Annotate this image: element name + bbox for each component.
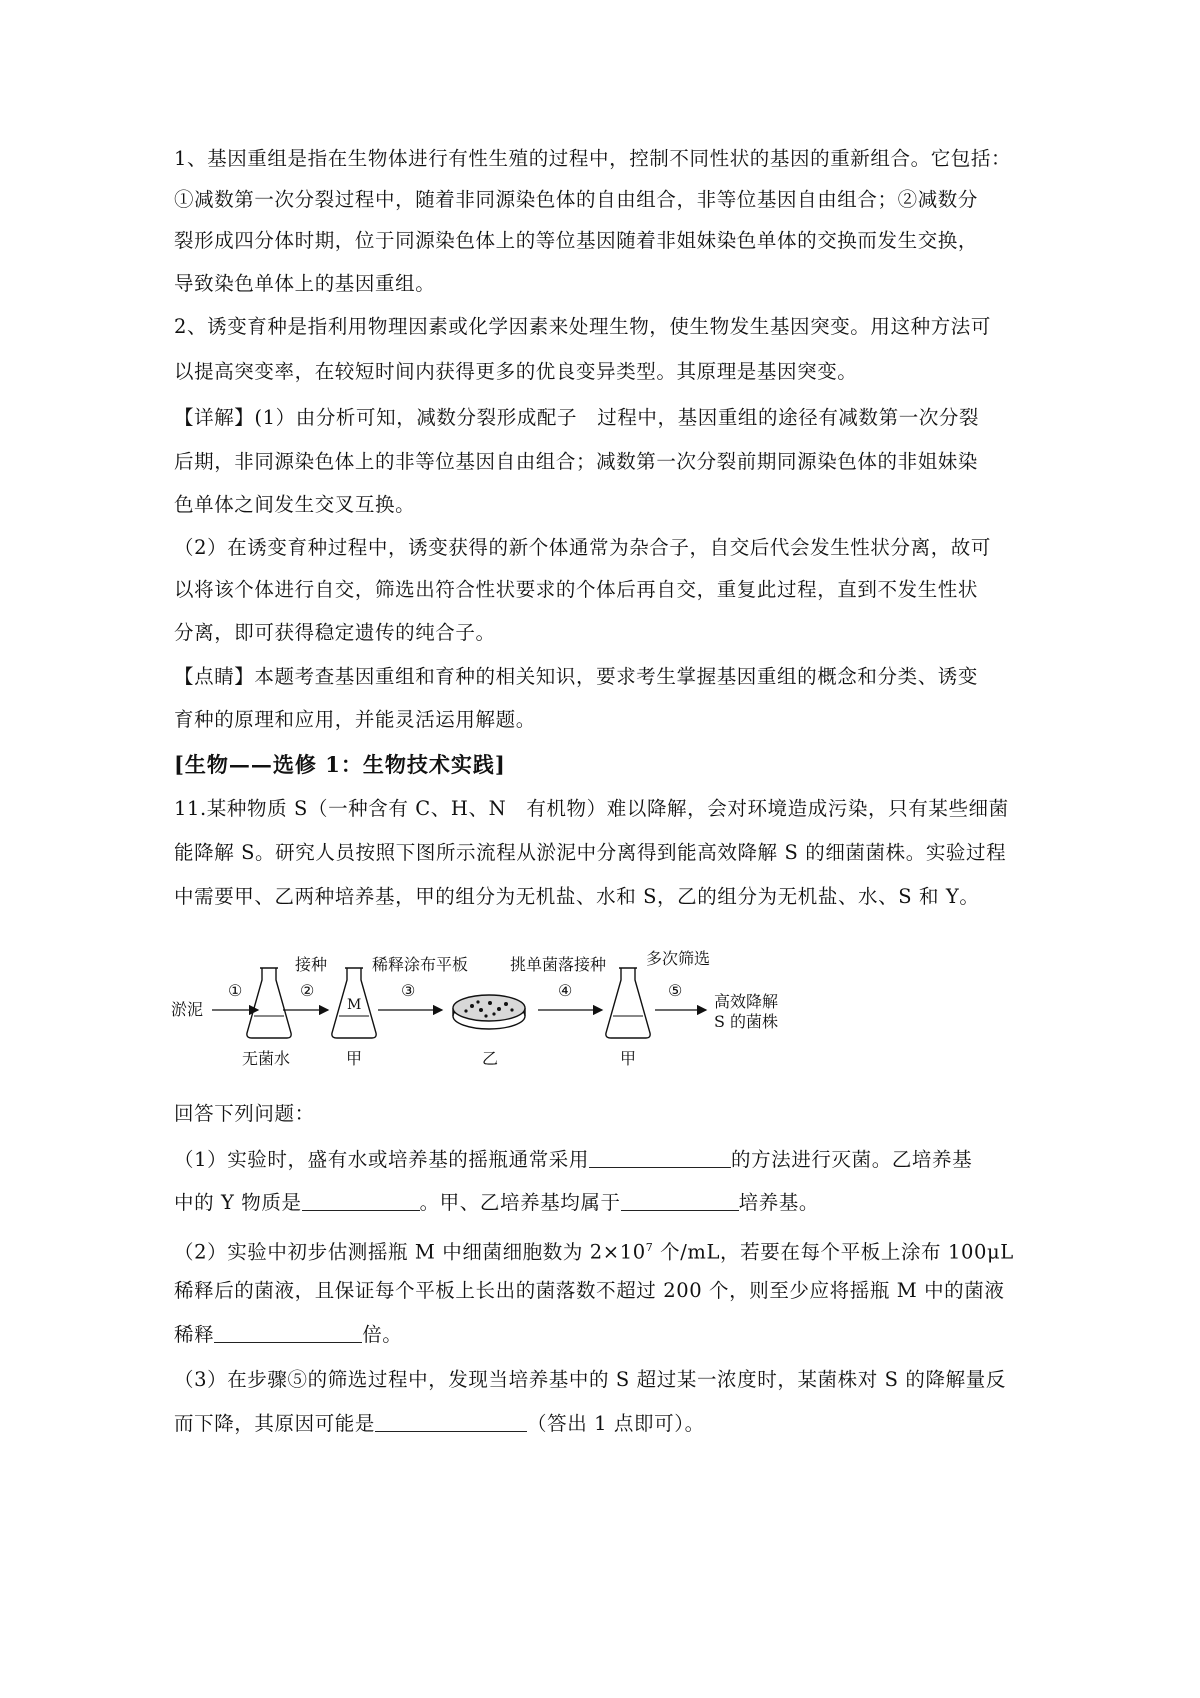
text-line: 以提高突变率，在较短时间内获得更多的优良变异类型。其原理是基因突变。 bbox=[174, 360, 858, 383]
answer-intro: 回答下列问题： bbox=[174, 1102, 315, 1125]
text: 的方法进行灭菌。乙培养基 bbox=[731, 1148, 973, 1171]
flask-1-icon bbox=[247, 968, 291, 1038]
step-3-marker: ③ bbox=[401, 981, 416, 1000]
exponent: 7 bbox=[645, 1241, 654, 1254]
text: 个/mL，若要在每个平板上涂布 100μL bbox=[653, 1240, 1014, 1264]
text-line: （2）在诱变育种过程中，诱变获得的新个体通常为杂合子，自交后代会发生性状分离，故可 bbox=[174, 536, 992, 559]
section-heading: [生物——选修 1：生物技术实践] bbox=[174, 752, 506, 777]
text: 稀释 bbox=[174, 1323, 215, 1346]
result-line-2: S 的菌株 bbox=[714, 1012, 779, 1031]
answer-blank[interactable] bbox=[621, 1190, 739, 1211]
source-label: 淤泥 bbox=[171, 1000, 204, 1019]
flask-2-label: 甲 bbox=[346, 1049, 363, 1068]
petri-plate-icon bbox=[453, 995, 525, 1029]
answer-blank[interactable] bbox=[589, 1147, 731, 1168]
question-2-line-3 bbox=[174, 1322, 1054, 1348]
question-line: 11.某种物质 S（一种含有 C、H、N 有机物）难以降解，会对环境造成污染，只有某些细菌 bbox=[174, 797, 1009, 820]
text: （1）实验时，盛有水或培养基的摇瓶通常采用 bbox=[174, 1148, 590, 1171]
step-4-label: 挑单菌落接种 bbox=[510, 955, 607, 974]
question-2-line-1 bbox=[174, 1235, 1054, 1266]
text: 中的 Y 物质是 bbox=[174, 1191, 302, 1214]
text-line: 【点睛】本题考查基因重组和育种的相关知识，要求考生掌握基因重组的概念和分类、诱变 bbox=[174, 665, 979, 688]
step-1-marker: ① bbox=[228, 981, 243, 1000]
plate-label: 乙 bbox=[482, 1049, 499, 1068]
text-line: 导致染色单体上的基因重组。 bbox=[174, 272, 436, 295]
answer-blank[interactable] bbox=[375, 1411, 527, 1432]
step-2-label: 接种 bbox=[295, 955, 328, 974]
flask-3-label: 甲 bbox=[620, 1049, 637, 1068]
text-line: 1、基因重组是指在生物体进行有性生殖的过程中，控制不同性状的基因的重新组合。它包括： bbox=[174, 147, 1012, 170]
text: 培养基。 bbox=[738, 1191, 819, 1214]
question-line: 能降解 S。研究人员按照下图所示流程从淤泥中分离得到能高效降解 S 的细菌菌株。实验过程 bbox=[174, 841, 1007, 864]
text-line: ①减数第一次分裂过程中，随着非同源染色体的自由组合，非等位基因自由组合；②减数分 bbox=[174, 188, 979, 211]
question-3-line-1: （3）在步骤⑤的筛选过程中，发现当培养基中的 S 超过某一浓度时，某菌株对 S 的降解量反 bbox=[174, 1368, 1006, 1391]
result-line-1: 高效降解 bbox=[714, 992, 779, 1011]
question-line: 中需要甲、乙两种培养基，甲的组分为无机盐、水和 S，乙的组分为无机盐、水、S 和 Y。 bbox=[174, 885, 980, 908]
flask-1-label: 无菌水 bbox=[242, 1049, 291, 1068]
text: （2）实验中初步估测摇瓶 M 中细菌细胞数为 2×10 bbox=[174, 1240, 646, 1264]
text: 倍。 bbox=[362, 1323, 403, 1346]
answer-blank[interactable] bbox=[302, 1190, 420, 1211]
step-4-marker: ④ bbox=[558, 981, 573, 1000]
question-2-line-2: 稀释后的菌液，且保证每个平板上长出的菌落数不超过 200 个，则至少应将摇瓶 M 中的菌液 bbox=[174, 1279, 1005, 1302]
question-1-line-2 bbox=[174, 1190, 1054, 1216]
question-1-line-1 bbox=[174, 1147, 1054, 1173]
question-3-line-2 bbox=[174, 1411, 1054, 1437]
step-5-marker: ⑤ bbox=[668, 981, 683, 1000]
flask-3-icon bbox=[606, 968, 650, 1038]
text: （答出 1 点即可）。 bbox=[527, 1412, 705, 1435]
text-line: 以将该个体进行自交，筛选出符合性状要求的个体后再自交，重复此过程，直到不发生性状 bbox=[174, 578, 979, 601]
text-line: 2、诱变育种是指利用物理因素或化学因素来处理生物，使生物发生基因突变。用这种方法可 bbox=[174, 315, 992, 338]
answer-blank[interactable] bbox=[214, 1322, 362, 1343]
text-line: 裂形成四分体时期，位于同源染色体上的等位基因随着非姐妹染色单体的交换而发生交换， bbox=[174, 229, 979, 252]
text: 。甲、乙培养基均属于 bbox=[419, 1191, 621, 1214]
text: 而下降，其原因可能是 bbox=[174, 1412, 376, 1435]
step-3-label: 稀释涂布平板 bbox=[372, 955, 469, 974]
text-line: 【详解】(1）由分析可知，减数分裂形成配子 过程中，基因重组的途径有减数第一次分裂 bbox=[174, 406, 980, 429]
flask-m-mark: M bbox=[347, 997, 362, 1013]
text-line: 分离，即可获得稳定遗传的纯合子。 bbox=[174, 621, 496, 644]
isolation-flow-diagram bbox=[150, 930, 850, 1080]
step-5-label: 多次筛选 bbox=[646, 949, 711, 968]
step-2-marker: ② bbox=[300, 981, 315, 1000]
text-line: 后期，非同源染色体上的非等位基因自由组合；减数第一次分裂前期同源染色体的非姐妹染 bbox=[174, 450, 979, 473]
text-line: 育种的原理和应用，并能灵活运用解题。 bbox=[174, 708, 536, 731]
text-line: 色单体之间发生交叉互换。 bbox=[174, 493, 416, 516]
